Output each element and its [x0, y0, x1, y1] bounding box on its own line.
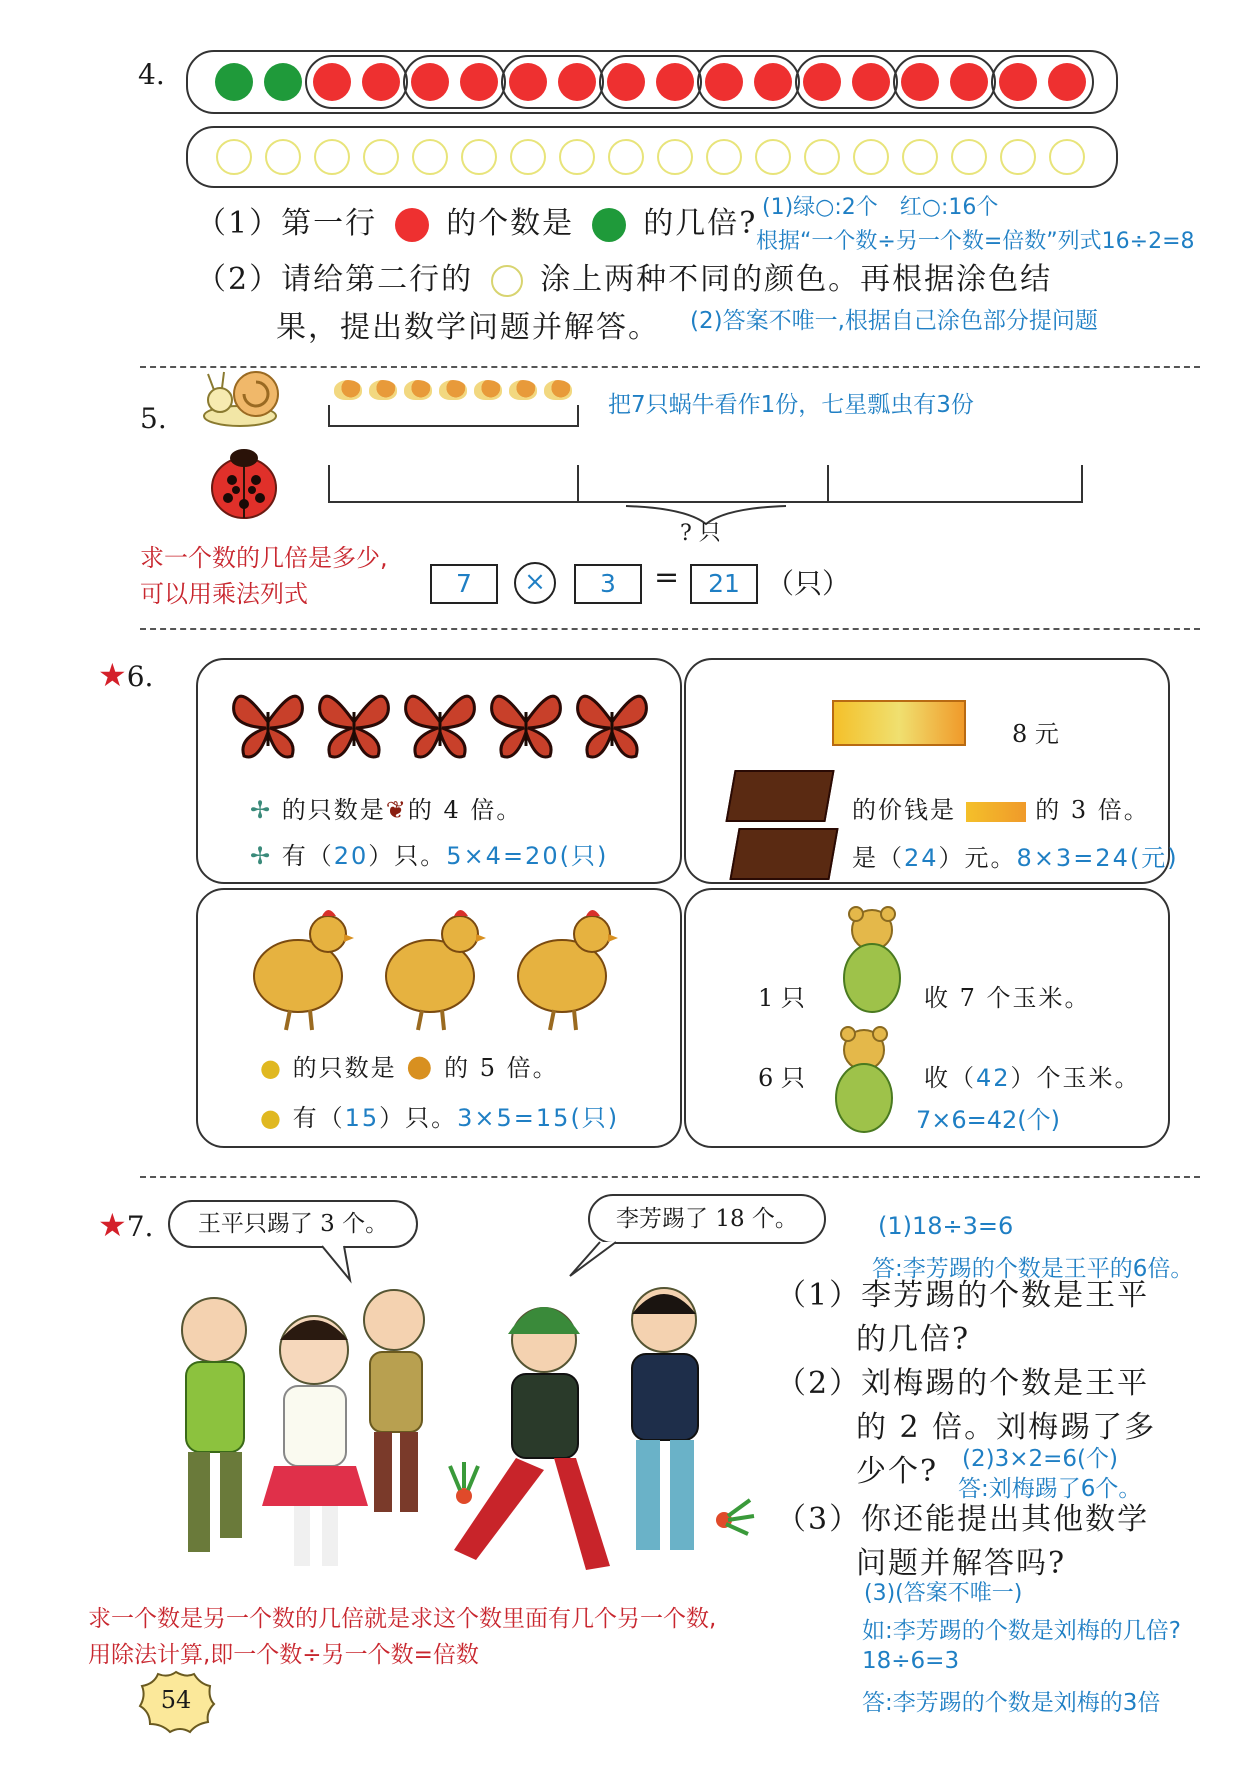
q7-part1-line1: （1）李芳踢的个数是王平: [776, 1278, 1150, 1313]
empty-circle[interactable]: [314, 139, 350, 175]
dragonfly-icon: ✢: [250, 796, 273, 824]
snail-icon: [200, 358, 292, 434]
q6-p2-text1b: 的 3 倍。: [1035, 796, 1150, 824]
q6-p1-text2a: 有（: [281, 842, 334, 870]
green-dot-icon: [592, 208, 626, 242]
page-number: 54: [160, 1686, 192, 1714]
q6-p4-text2c: ）个玉米。: [1010, 1064, 1141, 1092]
q6-p3-answer: 15: [344, 1104, 380, 1132]
small-snail-icon: [439, 380, 467, 400]
empty-circle[interactable]: [755, 139, 791, 175]
red-dot-pair-group: [599, 55, 702, 109]
q7-part2-line1: （2）刘梅踢的个数是王平: [776, 1366, 1150, 1401]
q4-answer-3: (2)答案不唯一,根据自己涂色部分提问题: [690, 308, 1098, 334]
box-icon: [729, 828, 838, 880]
empty-circle[interactable]: [1000, 139, 1036, 175]
star-icon: ★: [98, 1206, 127, 1244]
speech-bubble-wangping: 王平只踢了 3 个。: [168, 1200, 418, 1248]
butterfly-icon: [230, 682, 306, 766]
red-dot-pair-group: [403, 55, 506, 109]
q6-p4-calc: 7×6=42(个): [916, 1106, 1061, 1134]
q6-p3-text1: 的只数是: [292, 1054, 397, 1082]
child-figure: [632, 1288, 698, 1550]
q4-part2-cont: 果，提出数学问题并解答。: [276, 310, 660, 345]
shuttlecock-icon: [716, 1500, 754, 1534]
answer-box-3[interactable]: 21: [690, 564, 758, 604]
empty-circle[interactable]: [363, 139, 399, 175]
hen-icon: [514, 904, 618, 1038]
q6-p2-line1: [852, 790, 1150, 825]
q5-unit: （只）: [766, 567, 851, 600]
q6-p4-answer: 42: [976, 1064, 1011, 1092]
empty-circle[interactable]: [412, 139, 448, 175]
empty-circle[interactable]: [853, 139, 889, 175]
q7-part3-line2: 问题并解答吗?: [856, 1546, 1067, 1581]
q6-p4-row2a: 6 只: [758, 1064, 805, 1092]
child-figure: [454, 1307, 610, 1570]
small-snail-icon: [369, 380, 397, 400]
q7-label: [98, 1206, 153, 1244]
q7-part2-line2: 的 2 倍。刘梅踢了多: [856, 1410, 1157, 1445]
biscuit-pack-icon: [966, 802, 1026, 822]
q7-answer-3a: (3)(答案不唯一): [864, 1581, 1023, 1606]
q6-p4-row1b: 收 7 个玉米。: [924, 984, 1091, 1012]
empty-circle[interactable]: [216, 139, 252, 175]
biscuit-pack-icon: [832, 700, 966, 746]
green-dot: [264, 63, 302, 101]
speech-bubble-lifang: 李芳踢了 18 个。: [588, 1194, 826, 1244]
q5-number: 5.: [140, 402, 167, 435]
operator-circle[interactable]: ×: [514, 562, 556, 604]
q6-p1-text2b: ）只。: [368, 842, 447, 870]
q6-p4-row2: [924, 1058, 1141, 1093]
shuttlecock-icon: [450, 1462, 478, 1504]
q7-number: 7.: [126, 1210, 154, 1243]
red-dot-pair-group: [305, 55, 408, 109]
q7-answer-1a: (1)18÷3=6: [878, 1212, 1014, 1240]
children-kicking-shuttlecock-illustration: [124, 1270, 764, 1590]
empty-circle[interactable]: [657, 139, 693, 175]
empty-circle[interactable]: [804, 139, 840, 175]
q6-p2-text1: 的价钱是: [852, 796, 956, 824]
hen-icon: [382, 904, 486, 1038]
q7-answer-3b: 如:李芳踢的个数是刘梅的几倍?: [862, 1618, 1181, 1644]
q6-p4-row1a: 1 只: [758, 984, 805, 1012]
chick-icon: ●: [260, 1054, 283, 1082]
red-dot-icon: [395, 208, 429, 242]
hen-icon: ●: [406, 1049, 435, 1084]
q6-p2-answer: 24: [904, 844, 939, 872]
red-dot-pair-group: [697, 55, 800, 109]
green-dot: [215, 63, 253, 101]
red-dot-pair-group: [893, 55, 996, 109]
q7-answer-3c: 18÷6=3: [862, 1648, 960, 1674]
divider: [140, 366, 1200, 368]
q6-p4-text2b: 收（: [924, 1064, 976, 1092]
q7-part3-line1: （3）你还能提出其他数学: [776, 1502, 1150, 1537]
q5-question-mark: ? 只: [680, 521, 721, 546]
empty-circle[interactable]: [510, 139, 546, 175]
q4-part1-a: （1）第一行: [196, 206, 378, 241]
butterfly-icon: [488, 682, 564, 766]
q4-part2-b: 涂上两种不同的颜色。再根据涂色结: [540, 262, 1053, 297]
q5-hint: 把7只蜗牛看作1份，七星瓢虫有3份: [608, 392, 974, 418]
empty-circle[interactable]: [608, 139, 644, 175]
q7-answer-1b: 答:李芳踢的个数是王平的6倍。: [872, 1256, 1194, 1282]
q4-part1-c: 的几倍?: [643, 206, 758, 241]
q4-part1: [196, 198, 757, 242]
q6-p1-line2: [250, 836, 608, 871]
q7-note-1: 求一个数是另一个数的几倍就是求这个数里面有几个另一个数,: [88, 1606, 717, 1632]
q6-p3-text1b: 的 5 倍。: [444, 1054, 559, 1082]
empty-circle[interactable]: [1049, 139, 1085, 175]
small-snail-icon: [544, 380, 572, 400]
divider: [140, 628, 1200, 630]
q6-p1-text1b: 的 4 倍。: [407, 796, 523, 824]
q7-part2-line3: 少个?: [856, 1454, 939, 1489]
dragonfly-icon: ✢: [250, 842, 273, 870]
q6-p1-line1: [250, 790, 522, 825]
q6-p2-text2a: 是（: [852, 844, 904, 872]
q6-p2-price: 8 元: [1012, 720, 1059, 748]
empty-circle[interactable]: [461, 139, 497, 175]
ladybug-icon: [198, 442, 290, 526]
q6-p3-text2b: ）只。: [379, 1104, 458, 1132]
q5-note-1: 求一个数的几倍是多少,: [140, 544, 388, 572]
q6-p2-calc: 8×3=24(元): [1016, 844, 1179, 872]
q6-p3-line1: [260, 1048, 559, 1084]
bear-icon: [828, 1026, 900, 1138]
bear-icon: [836, 906, 908, 1018]
q6-p3-line2: [260, 1098, 619, 1133]
q6-p3-calc: 3×5=15(只): [457, 1104, 620, 1132]
equals-sign: =: [654, 560, 680, 595]
empty-circle[interactable]: [706, 139, 742, 175]
small-snail-icon: [474, 380, 502, 400]
empty-circle[interactable]: [265, 139, 301, 175]
empty-circle[interactable]: [902, 139, 938, 175]
q5-note-2: 可以用乘法列式: [140, 580, 308, 608]
answer-box-2[interactable]: 3: [574, 564, 642, 604]
child-figure: [364, 1290, 424, 1512]
empty-circle[interactable]: [559, 139, 595, 175]
q7-answer-3d: 答:李芳踢的个数是刘梅的3倍: [862, 1690, 1161, 1716]
divider: [140, 1176, 1200, 1178]
box-icon: [725, 770, 834, 822]
child-figure: [182, 1298, 246, 1552]
chick-icon: ●: [260, 1104, 283, 1132]
q6-label: [98, 656, 153, 694]
q6-p1-text1: 的只数是: [281, 796, 386, 824]
answer-box-1[interactable]: 7: [430, 564, 498, 604]
q6-p2-line2: [852, 838, 1179, 873]
q6-p2-text2b: ）元。: [938, 844, 1017, 872]
small-snail-icon: [334, 380, 362, 400]
red-dot-pair-group: [501, 55, 604, 109]
q4-answer-2: 根据“一个数÷另一个数=倍数”列式16÷2=8: [756, 229, 1195, 254]
butterfly-icon: [316, 682, 392, 766]
q4-part1-b: 的个数是: [446, 206, 575, 241]
q7-part1-line2: 的几倍?: [856, 1322, 971, 1357]
child-figure: [262, 1316, 368, 1566]
q6-p3-text2a: 有（: [292, 1104, 345, 1132]
q7-answer-2b: 答:刘梅踢了6个。: [958, 1476, 1142, 1502]
q4-answer-1: (1)绿○:2个 红○:16个: [762, 195, 999, 220]
small-snail-icon: [509, 380, 537, 400]
butterfly-icon: ❦: [385, 796, 408, 824]
butterfly-icon: [574, 682, 650, 766]
red-dot-pair-group: [795, 55, 898, 109]
butterfly-icon: [402, 682, 478, 766]
small-snail-icon: [404, 380, 432, 400]
bracket-snail: [326, 402, 582, 432]
empty-circle-icon: [491, 265, 523, 297]
hen-icon: [250, 904, 354, 1038]
empty-circle[interactable]: [951, 139, 987, 175]
q7-answer-2a: (2)3×2=6(个): [962, 1446, 1118, 1472]
q6-p1-answer: 20: [333, 842, 369, 870]
q7-note-2: 用除法计算,即一个数÷另一个数=倍数: [88, 1642, 479, 1668]
q4-part2: [196, 254, 1052, 298]
q4-number: 4.: [138, 58, 165, 91]
q6-number: 6.: [126, 660, 154, 693]
red-dot-pair-group: [991, 55, 1094, 109]
q6-p1-calc: 5×4=20(只): [446, 842, 609, 870]
star-icon: ★: [98, 656, 127, 694]
q4-part2-a: （2）请给第二行的: [196, 262, 474, 297]
